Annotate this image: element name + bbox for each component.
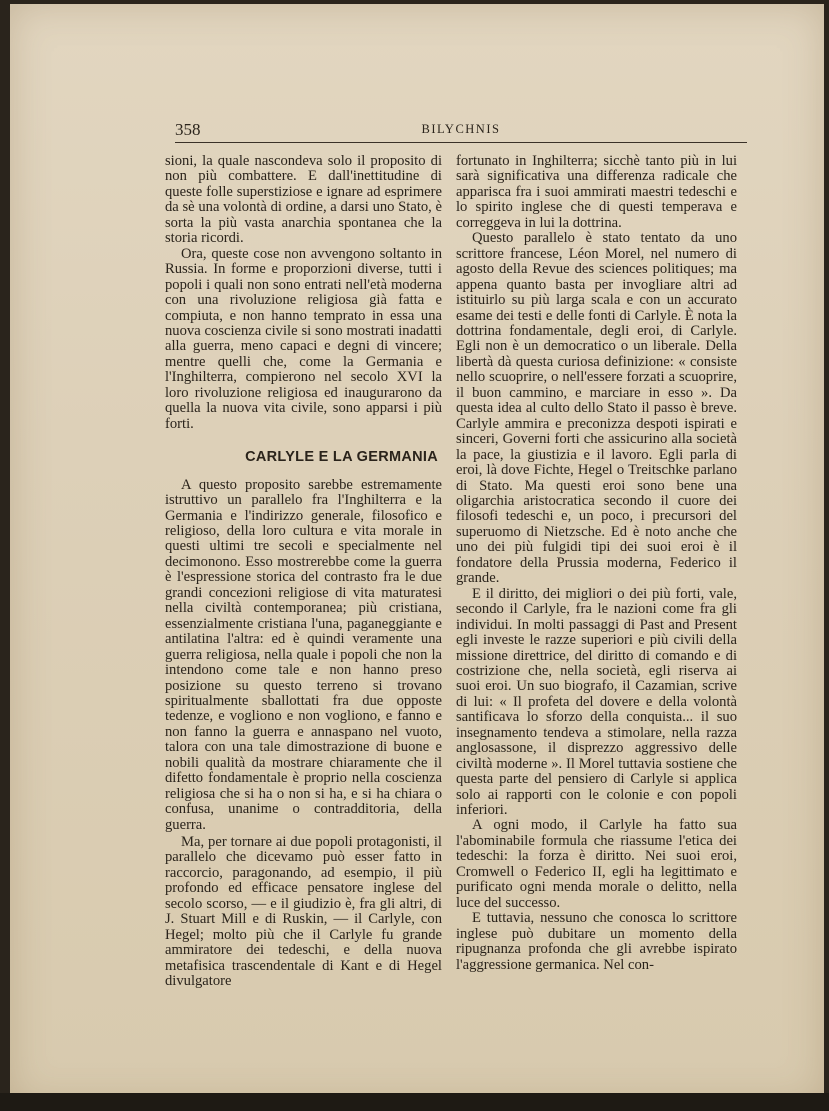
paragraph: Ora, queste cose non avvengono soltanto in Russia. In forme e proporzioni diverse, tutti i popoli i quali non sono entrati nell'età moderna con una rivoluzione religiosa già fatta e compiuta, e non hanno temprato in essa una nuova coscienza civile si sono mostrati inadatti alla guerra, meno capaci e degni di vincere; mentre quelli che, come la Germania e l'Inghilterra, compierono nel secolo XVI la loro rivoluzione religiosa ed inaugurarono da quella la nuova vita civile, sono apparsi i più forti. (165, 245, 442, 432)
right-column (456, 154, 737, 973)
paragraph: fortunato in Inghilterra; sicchè tanto più in lui sarà significativa una differenza radicale che apparisca fra i suoi ammirati maestri tedeschi e lo spirito inglese che di questi temperava e correggeva in lui la dottrina. (456, 153, 737, 231)
section-heading: CARLYLE E LA GERMANIA (245, 449, 438, 466)
paragraph: A questo proposito sarebbe estremamente istruttivo un parallelo fra l'Inghilterra e la Germania e l'indirizzo generale, filosofico e religioso, della loro cultura e vita morale in questi ultimi tre secoli e specialmente nel decimonono. Esso mostrerebbe come la guerra è l'espressione storica del contrasto fra le due grandi concezioni religiose di vita maturatesi nella civiltà contemporanea; più cristiana, essenzialmente cristiana l'una, paganeggiante e antilatina l'altra: ed è quindi veramente una guerra religiosa, nella quale i popoli che non la intendono come tale e non hanno preso posizione su questo terreno si trovano spiritualmente sballottati fra due opposte tedenze, e vogliono e non vogliono, e fanno e non fanno la guerra e annaspano nel vuoto, talora con una tale dimostrazione di buone e nobili qualità da mostrare chiaramente che il difetto fondamentale è proprio nella coscienza religiosa che si ha o non si ha, e si ha chiara o confusa, unanime o contradditoria, della guerra. (165, 476, 442, 833)
paragraph: Ma, per tornare ai due popoli protagonisti, il parallelo che dicevamo può esser fatto in raccorcio, paragonando, ad esempio, il più profondo ed efficace pensatore inglese del secolo scorso, — e il giudizio è, fra gli altri, di J. Stuart Mill e di Ruskin, — il Carlyle, con Hegel; molto più che il Carlyle fu grande ammiratore dei tedeschi, e della nuova metafisica trascendentale di Kant e di Hegel divulgatore (165, 834, 442, 990)
page-bottom-edge (0, 1093, 829, 1111)
running-title: BILYCHNIS (421, 122, 501, 136)
paragraph: E tuttavia, nessuno che conosca lo scrittore inglese può dubitare un momento della ripugnanza profonda che gli avrebbe ispirato l'aggressione germanica. Nel con- (456, 910, 737, 973)
page-number: 358 (175, 120, 201, 139)
paragraph: A ogni modo, il Carlyle ha fatto sua l'abominabile formula che riassume l'etica dei tedeschi: la forza è diritto. Nei suoi eroi, Cromwell o Federico II, egli ha legittimato e purificato ogni menda morale o delitto, nella luce del successo. (456, 817, 737, 911)
left-column (165, 154, 442, 990)
paragraph: sioni, la quale nascondeva solo il proposito di non più combattere. E dall'inettitudine di queste folle superstiziose e ignare ad esprimere da sè una volontà di ordine, a darsi uno Stato, è sorta la più vasta anarchia spontanea che la storia ricordi. (165, 153, 442, 247)
paragraph: E il diritto, dei migliori o dei più forti, vale, secondo il Carlyle, fra le nazioni come fra gli individui. In molti passaggi di Past and Present egli investe le razze superiori e più civili della missione direttrice, del diritto di comando e di costrizione che, nella società, egli riserva ai suoi eroi. Un suo biografo, il Cazamian, scrive di lui: « Il profeta del dovere e della volontà santificava lo sforzo della conquista... il suo insegnamento tendeva a stimolare, nella razza anglosassone, il disprezzo aggressivo delle civiltà moderne ». Il Morel tuttavia sostiene che questa parte del pensiero di Carlyle si applica solo ai rapporti con le colonie e con popoli inferiori. (456, 585, 737, 819)
page-header (175, 118, 747, 143)
paragraph: Questo parallelo è stato tentato da uno scrittore francese, Léon Morel, nel numero di agosto della Revue des sciences politiques; ma appena quanto basta per invogliare altri ad istituirlo su più larga scala e con un accurato esame dei testi e delle fonti di Carlyle. È nota la dottrina fondamentale, degli eroi, di Carlyle. Egli non è un democratico o un liberale. Della libertà dà questa curiosa definizione: « consiste nello scuoprire, o nell'essere forzati a scuoprire, il buon cammino, e marciare in esso ». Da questa idea al culto dello Stato il passo è breve. Carlyle ammira e preconizza despoti ispirati e sinceri, Governi forti che assicurino alla società la pace, la giustizia e il lavoro. Egli parla di eroi, là dove Fichte, Hegel o Treitschke parlano di Stato. Ma questi eroi sono bene una oligarchia aristocratica secondo il cuore dei filosofi tedeschi e, un poco, i precursori del superuomo di Nietzsche. Ed è noto anche che uno dei più fulgidi tipi dei suoi eroi è il fondatore della Prussia moderna, Federico il grande. (456, 230, 737, 587)
